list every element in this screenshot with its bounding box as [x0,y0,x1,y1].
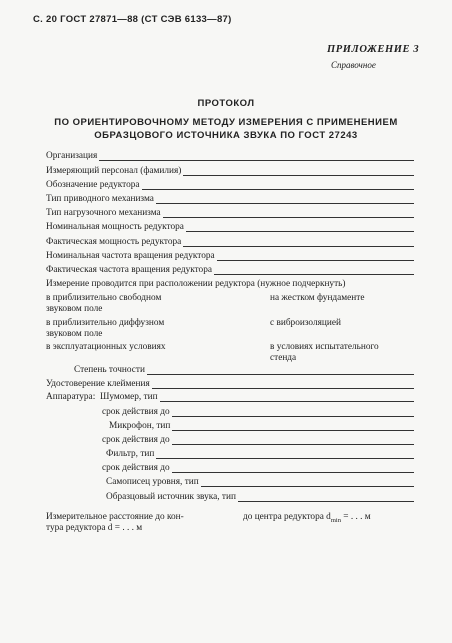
field-label: Фактическая частота вращения редуктора [46,265,212,275]
fill-line [172,436,414,445]
field-label: Шумомер, тип [100,392,158,402]
fill-line [160,393,414,402]
protocol-subtitle-line2: ОБРАЗЦОВОГО ИСТОЧНИКА ЗВУКА ПО ГОСТ 27243 [94,130,358,141]
fill-line [183,238,414,247]
field-label: Тип нагрузочного механизма [46,208,161,218]
field-label: срок действия до [102,435,170,445]
fill-line [172,422,414,431]
field-label: Фактическая мощность редуктора [46,237,182,247]
distance-left-line1: Измерительное расстояние до кон- [46,512,184,522]
field-microphone-validity[interactable] [102,435,414,445]
field-nominal-speed[interactable] [46,251,414,261]
field-label: Обозначение редуктора [46,180,140,190]
option-operating-conditions[interactable]: в эксплуатационных условиях [46,342,166,352]
field-actual-speed[interactable] [46,265,414,275]
field-label: Образцовый источник звука, тип [106,492,236,502]
fill-line [238,493,414,502]
distance-left-line2: тура редуктора d = . . . м [46,523,143,533]
option-rigid-foundation[interactable]: на жестком фундаменте [270,293,365,303]
field-level-recorder[interactable] [106,477,414,487]
fill-line [186,223,414,232]
field-label: Номинальная частота вращения редуктора [46,251,215,261]
field-label: Номинальная мощность редуктора [46,222,184,232]
field-filter-validity[interactable] [102,463,414,473]
field-nominal-power[interactable] [46,222,414,232]
field-label: Организация [46,151,98,161]
appendix-title: ПРИЛОЖЕНИЕ 3 [327,44,420,55]
field-filter[interactable] [106,449,414,459]
distance-right [243,512,371,526]
field-label: Степень точности [74,365,145,375]
option-test-stand[interactable]: в условиях испытательного стенда [270,342,379,363]
location-intro: Измерение проводится при расположении редуктора (нужное подчеркнуть) [46,279,346,289]
option-diffuse-field[interactable]: в приблизительно диффузном звуковом поле [46,318,165,339]
protocol-subtitle-line1: ПО ОРИЕНТИРОВОЧНОМУ МЕТОДУ ИЗМЕРЕНИЯ С ПРИМЕНЕНИЕМ [54,117,398,128]
fill-line [147,366,414,375]
field-microphone[interactable] [109,421,414,431]
distance-right-tail: = . . . м [340,512,371,522]
fill-line [201,478,414,487]
fill-line [99,152,414,161]
field-noise-meter-validity[interactable] [102,407,414,417]
field-reference-source[interactable] [106,492,414,502]
field-actual-power[interactable] [46,237,414,247]
fill-line [172,408,414,417]
fill-line [152,380,414,389]
field-label: срок действия до [102,407,170,417]
fill-line [183,167,414,176]
distance-right-subscript: min [330,516,341,524]
protocol-title: ПРОТОКОЛ [197,98,255,109]
fill-line [172,464,414,473]
fill-line [142,181,415,190]
field-label: срок действия до [102,463,170,473]
distance-right-text: до центра редуктора d [243,512,331,522]
field-brand-certificate[interactable] [46,379,414,389]
appendix-note: Справочное [331,60,376,70]
option-free-field[interactable]: в приблизительно свободном звуковом поле [46,293,162,314]
option-vibration-isolation[interactable]: с виброизоляцией [270,318,341,328]
field-label: Самописец уровня, тип [106,477,199,487]
field-label: Удостоверение клеймения [46,379,150,389]
field-label: Фильтр, тип [106,449,155,459]
field-accuracy[interactable] [74,365,414,375]
field-drive-type[interactable] [46,194,414,204]
fill-line [214,266,414,275]
field-label: Тип приводного механизма [46,194,154,204]
fill-line [163,209,414,218]
field-label: Измеряющий персонал (фамилия) [46,166,182,176]
equipment-label: Аппаратура: [46,392,96,402]
field-organization[interactable] [46,151,414,161]
field-noise-meter[interactable] [100,392,414,402]
fill-line [156,195,414,204]
fill-line [156,450,414,459]
field-reducer-designation[interactable] [46,180,414,190]
field-load-type[interactable] [46,208,414,218]
fill-line [217,252,414,261]
field-label: Микрофон, тип [109,421,171,431]
page-reference: С. 20 ГОСТ 27871—88 (СТ СЭВ 6133—87) [33,14,232,25]
field-personnel[interactable] [46,166,414,176]
